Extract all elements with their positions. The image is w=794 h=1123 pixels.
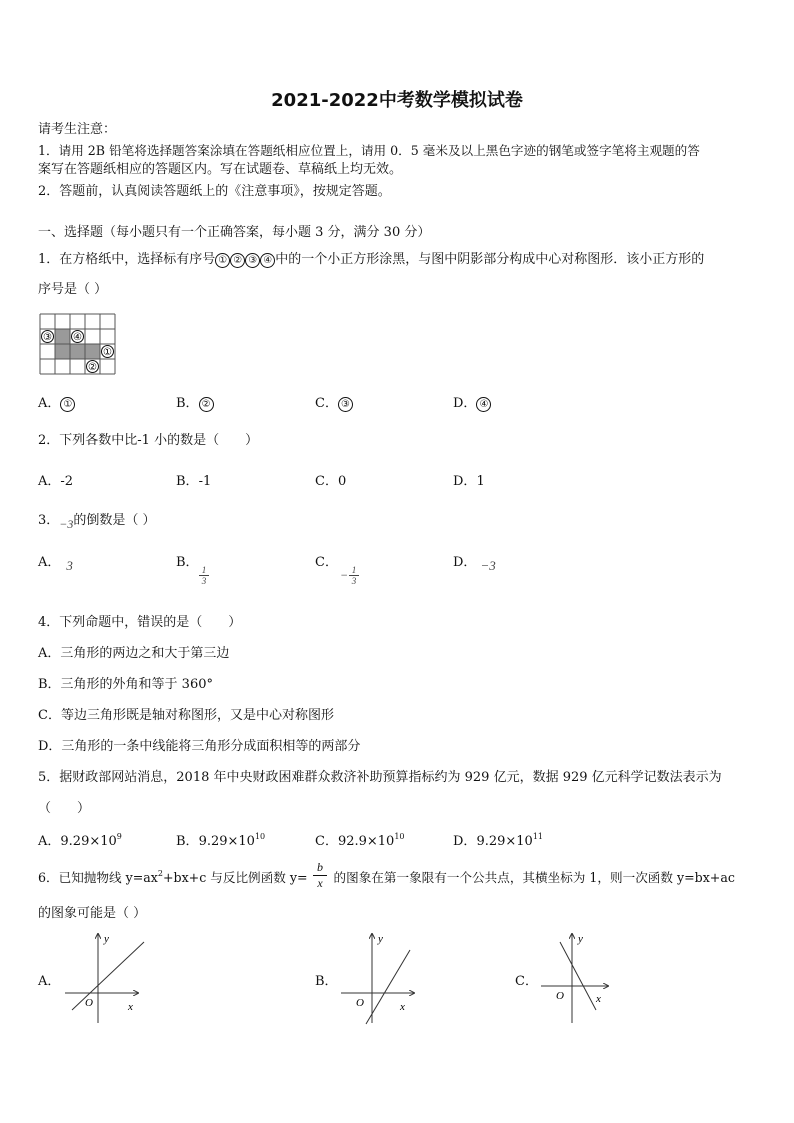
notice-line-3: 2．答题前，认真阅读答题纸上的《注意事项》，按规定答题。 [38,184,391,199]
option-value: ① [60,397,75,412]
q6-option-a-label[interactable]: A． [38,974,61,989]
q2-stem: 2．下列各数中比-1 小的数是（ ） [38,433,259,448]
q3-option-c-fraction [349,565,359,586]
q3-stem [38,513,156,532]
option-letter: A． [38,474,61,489]
q1-grid-figure [38,312,118,380]
notice-line-2: 案写在答题纸相应的答题区内。写在试题卷、草稿纸上均无效。 [38,162,403,177]
graph-line [72,942,144,1010]
fraction-denominator: x [313,875,327,891]
option-exponent: 11 [532,832,544,841]
option-exponent: 10 [254,832,266,841]
option-letter: A． [38,555,61,570]
grid-mark-2: ② [88,362,97,373]
graph-line [560,942,596,1010]
q5-stem-line-1: 5．据财政部网站消息，2018 年中央财政困难群众救济补助预算指标约为 929 亿元，数据 929 亿元科学记数法表示为 [38,770,722,785]
q6-option-c-graph [536,928,626,1026]
q1-stem-part-2: 中的一个小正方形涂黑，与图中阴影部分构成中心对称图形．该小正方形的 [275,252,705,267]
q2-option-a[interactable] [38,474,73,490]
q1-option-a[interactable] [38,396,75,412]
y-label: y [104,933,109,945]
q1-stem-part-1: 1．在方格纸中，选择标有序号 [38,252,216,267]
grid-mark-1: ① [103,347,112,358]
option-letter: C． [315,834,338,849]
q5-option-c[interactable] [315,834,405,850]
option-value: 1 [476,474,485,489]
fraction-numerator: b [317,860,323,874]
option-value: 3 [66,558,73,573]
option-letter: C． [315,555,338,570]
q3-option-c-sign: − [340,568,349,582]
q6-stem-line-2: 的图象可能是（ ） [38,906,147,921]
shaded-cell [55,329,70,344]
option-letter: C． [315,474,338,489]
fraction-numerator: 1 [351,565,357,575]
option-exponent: 10 [394,832,405,841]
q2-option-c[interactable] [315,474,346,490]
option-letter: B． [176,834,199,849]
q3-option-a[interactable] [38,555,73,574]
q4-option-d[interactable]: D．三角形的一条中线能将三角形分成面积相等的两部分 [38,739,361,754]
q4-option-c[interactable]: C．等边三角形既是轴对称图形，又是中心对称图形 [38,708,334,723]
option-value: ③ [338,397,353,412]
grid-lines [40,314,115,374]
origin-label: O [85,997,93,1009]
option-mantissa: 9.29×10 [198,834,255,849]
circle-mark-1: ① [215,253,230,268]
option-mantissa: 9.29×10 [60,834,117,849]
origin-label: O [356,997,364,1009]
q6-fraction [313,860,327,891]
option-letter: B． [176,474,199,489]
q1-option-b[interactable] [176,396,214,412]
q6-square: 2 [157,869,163,878]
notice-heading: 请考生注意： [38,122,117,137]
q5-option-a[interactable] [38,834,122,850]
q3-stem-tail: 的倒数是（ ） [73,513,156,528]
q4-option-b[interactable]: B．三角形的外角和等于 360° [38,677,213,692]
q5-stem-line-2: （ ） [38,801,91,816]
q3-option-d[interactable] [453,555,496,574]
q6-option-c-label[interactable]: C． [515,974,538,989]
circle-mark-3: ③ [245,253,260,268]
x-label: x [596,993,601,1005]
option-letter: B． [176,555,199,570]
fraction-denominator: 3 [199,575,209,586]
grid-mark-3: ③ [43,332,52,343]
q2-option-b[interactable] [176,474,211,490]
option-letter: C． [315,396,338,411]
fraction-denominator: 3 [349,575,359,586]
origin-label: O [556,990,564,1002]
option-letter: D． [453,834,477,849]
q5-option-b[interactable] [176,834,265,850]
option-value: ④ [476,397,491,412]
option-letter: B． [176,396,199,411]
q5-option-d[interactable] [453,834,543,850]
option-letter: D． [453,474,477,489]
option-letter: D． [453,555,477,570]
q4-option-a[interactable]: A．三角形的两边之和大于第三边 [38,646,230,661]
page-title: 2021-2022中考数学模拟试卷 [271,90,523,111]
q1-stem-line-2: 序号是（ ） [38,282,108,297]
q3-option-b-fraction [199,565,209,586]
section-heading: 一、选择题（每小题只有一个正确答案，每小题 3 分，满分 30 分） [38,225,431,240]
q3-option-c[interactable] [315,555,338,571]
option-mantissa: 9.29×10 [476,834,533,849]
q4-stem: 4．下列命题中，错误的是（ ） [38,615,242,630]
x-label: x [400,1001,405,1013]
option-value: -1 [198,474,212,489]
option-mantissa: 92.9×10 [337,834,395,849]
q1-stem-line-1 [38,252,704,268]
option-value: 0 [337,474,347,489]
circle-mark-4: ④ [260,253,275,268]
shaded-cell [55,344,100,359]
q6-option-a-graph [60,928,150,1026]
q3-expression: −3 [59,517,74,531]
q2-option-d[interactable] [453,474,485,490]
q1-option-d[interactable] [453,396,491,412]
option-letter: D． [453,396,477,411]
q6-stem-line-1 [38,870,735,886]
y-label: y [378,933,383,945]
circle-mark-2: ② [230,253,245,268]
x-label: x [128,1001,133,1013]
q6-stem-part-a: 6．已知抛物线 y=ax [38,870,158,885]
option-value: -2 [60,474,74,489]
grid-mark-4: ④ [73,332,82,343]
y-label: y [578,933,583,945]
q6-stem-part-b: +bx+c 与反比例函数 y= [162,870,308,885]
notice-line-1: 1．请用 2B 铅笔将选择题答案涂填在答题纸相应位置上，请用 0．5 毫米及以上黑色字迹的钢笔或签字笔将主观题的答 [38,143,700,158]
option-value: ② [199,397,214,412]
q6-option-b-graph [336,928,426,1026]
q3-option-b[interactable] [176,555,199,571]
q6-option-b-label[interactable]: B． [315,974,338,989]
fraction-numerator: 1 [201,565,207,575]
q3-number: 3． [38,513,60,528]
option-letter: A． [38,396,61,411]
option-value: −3 [480,558,496,573]
option-exponent: 9 [116,832,122,841]
q1-option-c[interactable] [315,396,353,412]
option-letter: A． [38,834,61,849]
q6-stem-part-c: 的图象在第一象限有一个公共点，其横坐标为 1，则一次函数 y=bx+ac [333,870,735,885]
